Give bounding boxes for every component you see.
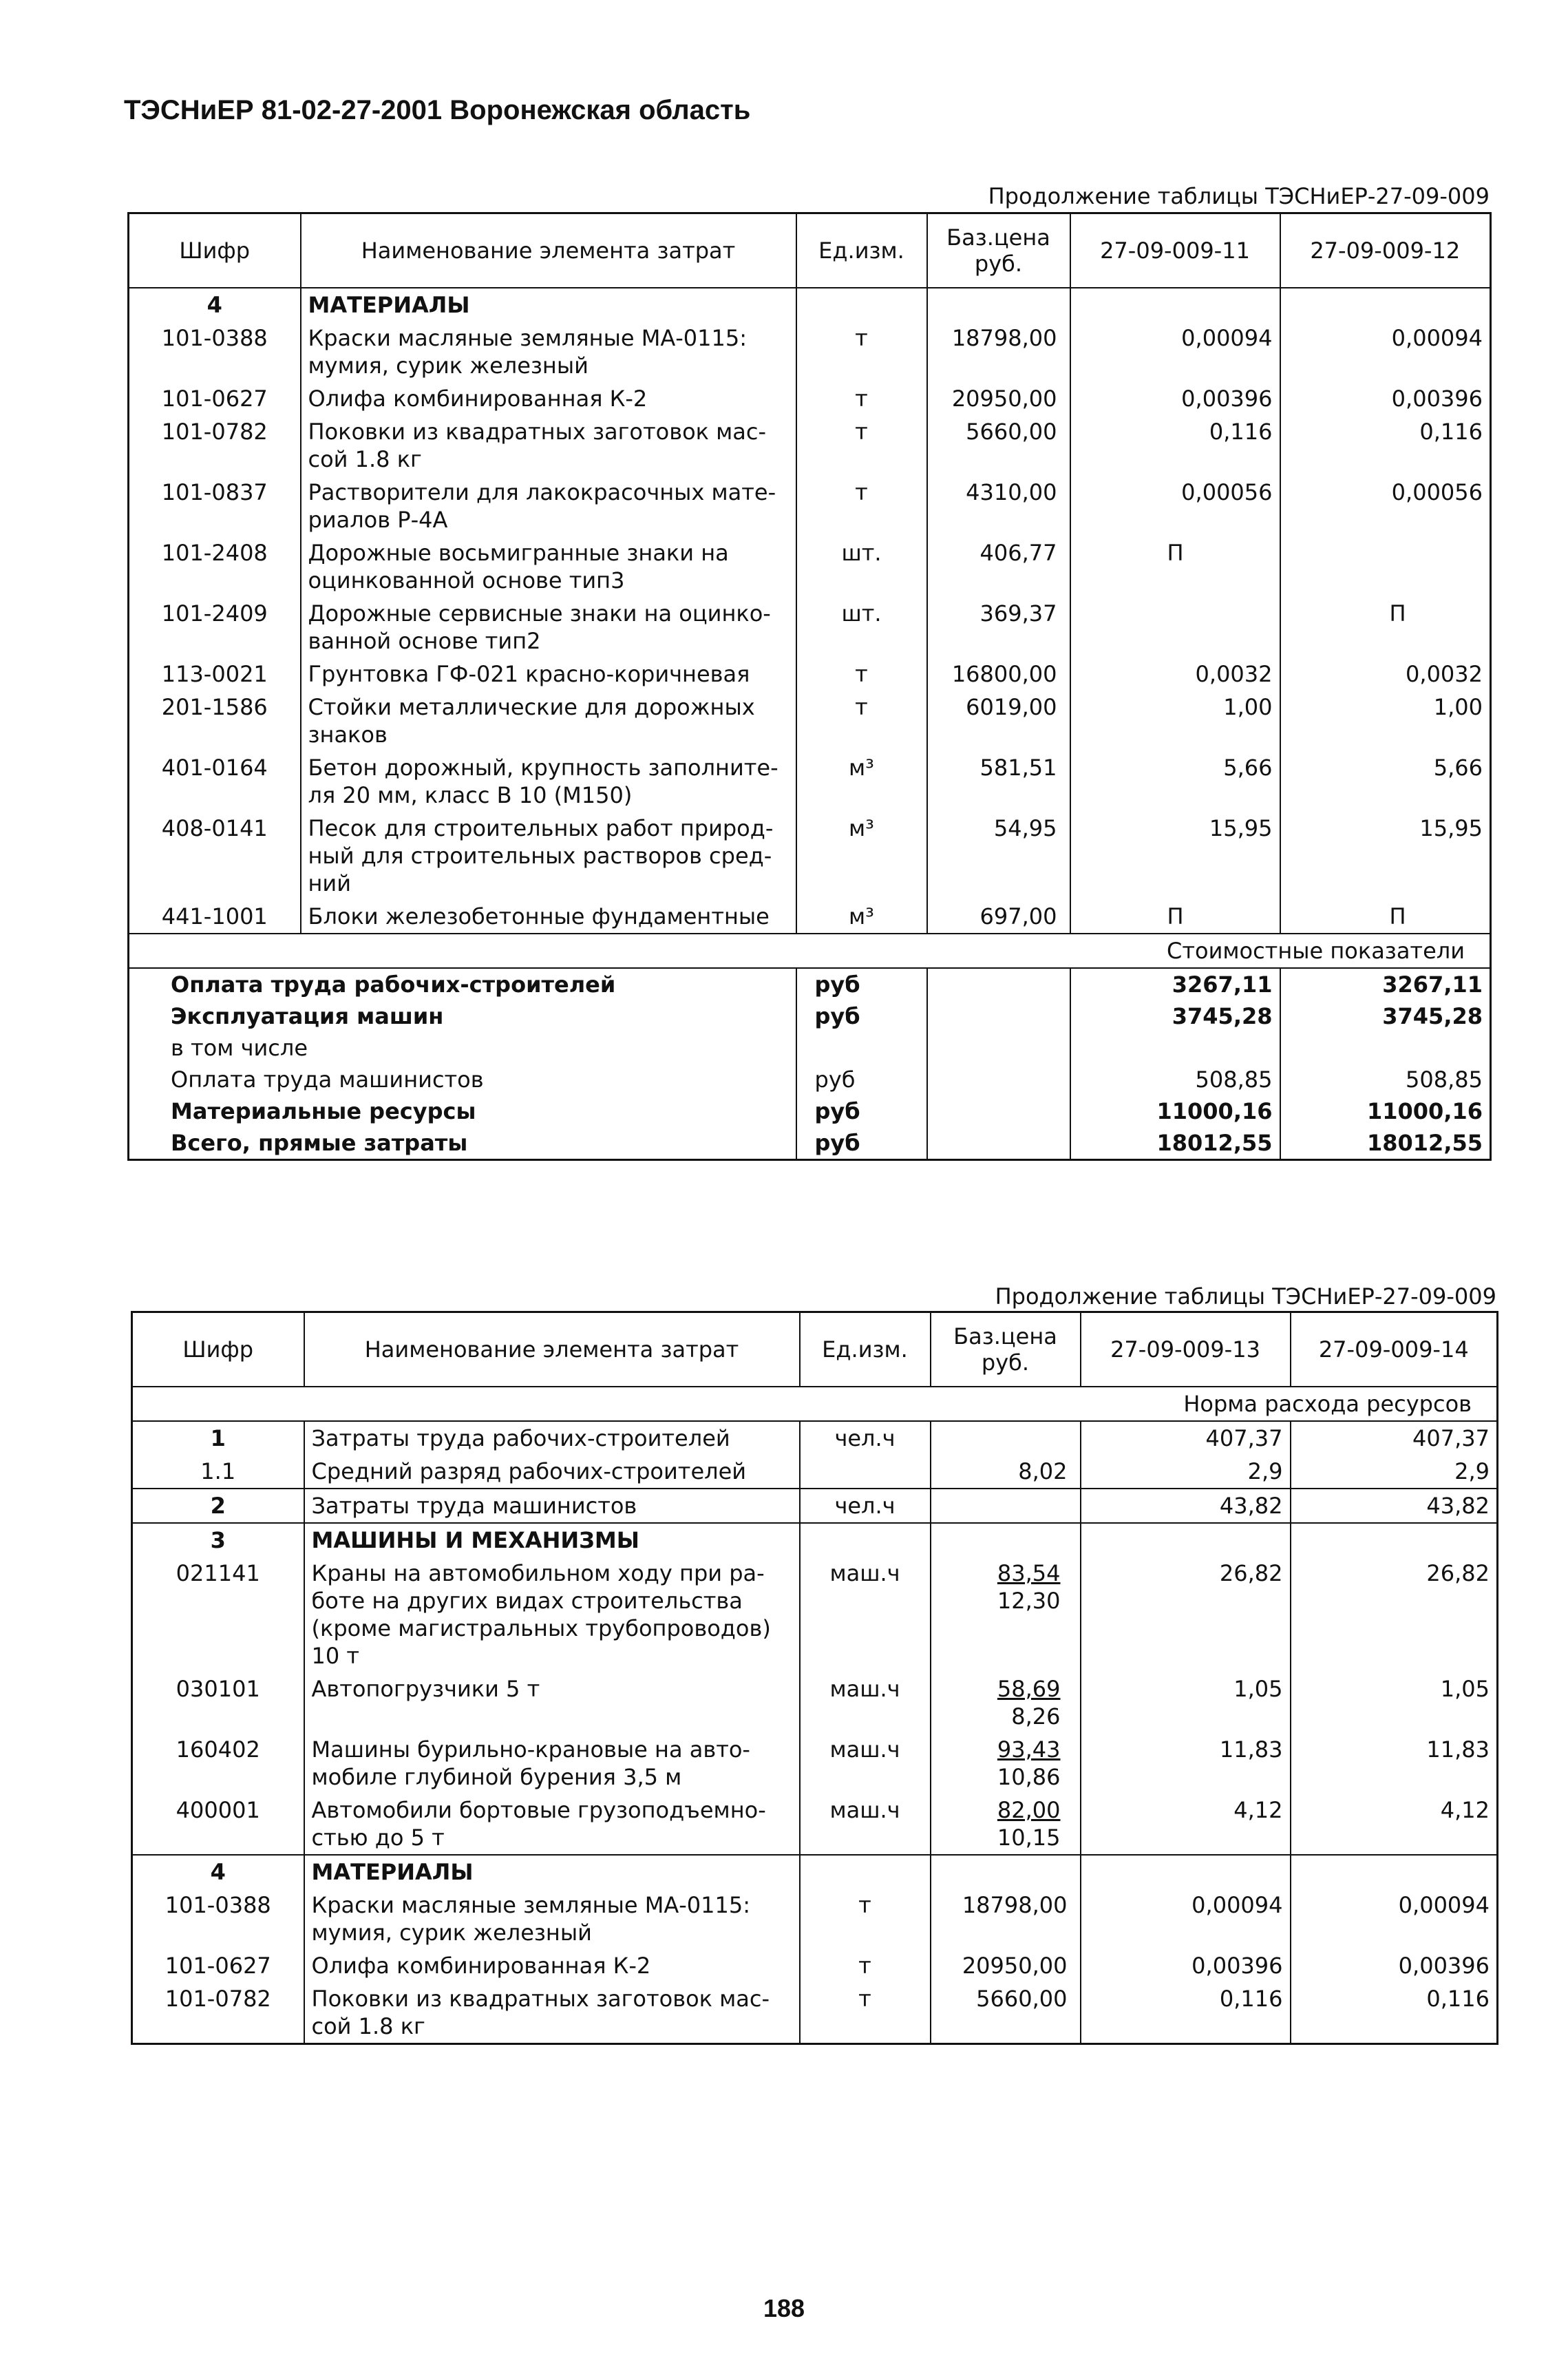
cost-value-2: 3745,28 [1280, 1000, 1491, 1032]
cost-price [927, 968, 1070, 1000]
row-value-1: 2,9 [1081, 1455, 1291, 1489]
section-row-materials [129, 288, 1491, 322]
row-name: Автомобили бортовые грузоподъемно- стью до 5 т [304, 1794, 800, 1855]
row-price: 6019,00 [927, 691, 1070, 751]
cost-price [927, 1095, 1070, 1127]
col-header-norm-12: 27-09-009-12 [1280, 213, 1491, 288]
table-row [129, 415, 1491, 476]
table1-header-row [129, 213, 1491, 288]
row-code: 408-0141 [129, 812, 301, 900]
row-price: 18798,00 [927, 322, 1070, 382]
section-row-materials [132, 1855, 1498, 1889]
row-name: Средний разряд рабочих-строителей [304, 1455, 800, 1489]
table-row [129, 900, 1491, 934]
cost-row [129, 968, 1491, 1000]
row-value-1: 1,00 [1070, 691, 1280, 751]
row-unit: маш.ч [800, 1557, 931, 1672]
section-row-machines [132, 1523, 1498, 1557]
row-value-1: 43,82 [1081, 1489, 1291, 1523]
row-name: Затраты труда рабочих-строителей [304, 1421, 800, 1455]
row-value-2: П [1280, 597, 1491, 658]
table-row [132, 1982, 1498, 2044]
table-row [129, 812, 1491, 900]
row-value-1: 0,00094 [1070, 322, 1280, 382]
cost-value-1: 508,85 [1070, 1064, 1280, 1095]
row-code: 101-0782 [129, 415, 301, 476]
row-name: Поковки из квадратных заготовок мас- сой 1.8 кг [304, 1982, 800, 2044]
band-label: Норма расхода ресурсов [132, 1387, 1498, 1421]
cost-unit [796, 1032, 927, 1064]
cost-value-2: 508,85 [1280, 1064, 1491, 1095]
cost-value-2: 3267,11 [1280, 968, 1491, 1000]
row-unit [800, 1455, 931, 1489]
row-value-2: 407,37 [1291, 1421, 1498, 1455]
row-unit: м³ [796, 900, 927, 934]
table-row [129, 597, 1491, 658]
row-name: Олифа комбинированная К-2 [301, 382, 796, 415]
row-value-2: 43,82 [1291, 1489, 1498, 1523]
row-price: 20950,00 [927, 382, 1070, 415]
col-header-name: Наименование элемента затрат [304, 1312, 800, 1387]
row-code: 400001 [132, 1794, 304, 1855]
price-denominator: 10,15 [997, 1825, 1061, 1851]
row-value-2: 1,00 [1280, 691, 1491, 751]
col-header-norm-11: 27-09-009-11 [1070, 213, 1280, 288]
row-name: Стойки металлические для дорожных знаков [301, 691, 796, 751]
row-name: Краски масляные земляные МА-0115: мумия, сурик железный [304, 1889, 800, 1949]
cost-row [129, 1000, 1491, 1032]
row-code: 101-2409 [129, 597, 301, 658]
price-fraction [997, 1559, 1061, 1615]
cost-unit: руб [796, 1127, 927, 1160]
table-row [132, 1455, 1498, 1489]
row-unit: т [800, 1949, 931, 1982]
row-name: Олифа комбинированная К-2 [304, 1949, 800, 1982]
row-code: 1.1 [132, 1455, 304, 1489]
table-row [129, 658, 1491, 691]
row-unit: т [796, 382, 927, 415]
price-fraction [997, 1675, 1061, 1730]
col-header-code: Шифр [129, 213, 301, 288]
page-header-title: ТЭСНиЕР 81-02-27-2001 Воронежская область [124, 95, 751, 125]
table-row [129, 476, 1491, 536]
row-code: 113-0021 [129, 658, 301, 691]
row-value-1: 5,66 [1070, 751, 1280, 812]
row-value-1: 0,00396 [1070, 382, 1280, 415]
cost-name: Оплата труда рабочих-строителей [171, 971, 616, 998]
row-value-2: 0,116 [1291, 1982, 1498, 2044]
row-unit: маш.ч [800, 1794, 931, 1855]
row-value-2: 26,82 [1291, 1557, 1498, 1672]
row-code: 101-0388 [129, 322, 301, 382]
cost-row [129, 1095, 1491, 1127]
cost-row [129, 1127, 1491, 1160]
row-value-1: 15,95 [1070, 812, 1280, 900]
row-code: 441-1001 [129, 900, 301, 934]
row-unit: м³ [796, 812, 927, 900]
table-row [132, 1733, 1498, 1794]
row-code: 2 [132, 1489, 304, 1523]
row-price [931, 1794, 1081, 1855]
section-code: 3 [132, 1523, 304, 1557]
cost-value-1: 11000,16 [1070, 1095, 1280, 1127]
row-price [931, 1421, 1081, 1455]
cost-price [927, 1064, 1070, 1095]
price-denominator: 10,86 [997, 1764, 1061, 1790]
row-value-2: 0,00094 [1291, 1889, 1498, 1949]
row-code: 101-0388 [132, 1889, 304, 1949]
row-unit: маш.ч [800, 1733, 931, 1794]
row-unit: т [800, 1982, 931, 2044]
row-price: 4310,00 [927, 476, 1070, 536]
row-value-1: 0,00094 [1081, 1889, 1291, 1949]
row-price [931, 1672, 1081, 1733]
row-price: 697,00 [927, 900, 1070, 934]
row-value-1: 11,83 [1081, 1733, 1291, 1794]
cost-name: Всего, прямые затраты [171, 1130, 468, 1156]
row-price [931, 1733, 1081, 1794]
cost-row [129, 1064, 1491, 1095]
cost-unit: руб [796, 1095, 927, 1127]
row-unit: т [796, 658, 927, 691]
price-numerator: 58,69 [997, 1676, 1061, 1702]
row-value-1: 407,37 [1081, 1421, 1291, 1455]
cost-row [129, 1032, 1491, 1064]
row-unit: чел.ч [800, 1489, 931, 1523]
table-row [132, 1489, 1498, 1523]
table2-header-row [132, 1312, 1498, 1387]
price-numerator: 93,43 [997, 1736, 1061, 1763]
cost-price [927, 1127, 1070, 1160]
col-header-unit: Ед.изм. [800, 1312, 931, 1387]
cost-value-1: 18012,55 [1070, 1127, 1280, 1160]
row-price: 5660,00 [927, 415, 1070, 476]
price-denominator: 8,26 [1011, 1703, 1061, 1730]
table-row [132, 1889, 1498, 1949]
cost-value-1: 3267,11 [1070, 968, 1280, 1000]
row-value-1: 0,116 [1070, 415, 1280, 476]
row-value-2: П [1280, 900, 1491, 934]
row-value-2: 1,05 [1291, 1672, 1498, 1733]
table-row [129, 322, 1491, 382]
section-code: 4 [132, 1855, 304, 1889]
row-code: 021141 [132, 1557, 304, 1672]
row-code: 201-1586 [129, 691, 301, 751]
col-header-unit: Ед.изм. [796, 213, 927, 288]
row-unit: шт. [796, 536, 927, 597]
row-value-2 [1280, 536, 1491, 597]
table-row [129, 691, 1491, 751]
row-price: 581,51 [927, 751, 1070, 812]
cost-name: Эксплуатация машин [171, 1003, 444, 1029]
row-value-1: 26,82 [1081, 1557, 1291, 1672]
cost-name: Оплата труда машинистов [171, 1066, 484, 1093]
row-name: Затраты труда машинистов [304, 1489, 800, 1523]
cost-name: Материальные ресурсы [171, 1098, 476, 1124]
row-value-2: 0,00396 [1291, 1949, 1498, 1982]
row-value-1: 0,116 [1081, 1982, 1291, 2044]
row-value-1: 0,00396 [1081, 1949, 1291, 1982]
row-name: Краски масляные земляные МА-0115: мумия, сурик железный [301, 322, 796, 382]
row-code: 160402 [132, 1733, 304, 1794]
table-row [129, 536, 1491, 597]
table-row [132, 1421, 1498, 1455]
row-price [931, 1557, 1081, 1672]
row-unit: шт. [796, 597, 927, 658]
price-denominator: 12,30 [997, 1588, 1061, 1614]
row-value-1: П [1070, 900, 1280, 934]
row-code: 101-0782 [132, 1982, 304, 2044]
row-price: 406,77 [927, 536, 1070, 597]
price-numerator: 83,54 [997, 1560, 1061, 1586]
row-value-1: 4,12 [1081, 1794, 1291, 1855]
table-row [129, 382, 1491, 415]
row-price: 20950,00 [931, 1949, 1081, 1982]
row-price: 18798,00 [931, 1889, 1081, 1949]
row-code: 401-0164 [129, 751, 301, 812]
row-value-1: П [1070, 536, 1280, 597]
section-title: МАШИНЫ И МЕХАНИЗМЫ [304, 1523, 800, 1557]
table-row [132, 1557, 1498, 1672]
section-code: 4 [129, 288, 301, 322]
row-name: Поковки из квадратных заготовок мас- сой 1.8 кг [301, 415, 796, 476]
row-name: Машины бурильно-крановые на авто- мобиле глубиной бурения 3,5 м [304, 1733, 800, 1794]
resource-table-1 [127, 212, 1492, 1161]
row-price: 8,02 [931, 1455, 1081, 1489]
cost-value-2: 18012,55 [1280, 1127, 1491, 1160]
col-header-norm-13: 27-09-009-13 [1081, 1312, 1291, 1387]
row-name: Автопогрузчики 5 т [304, 1672, 800, 1733]
row-name: Дорожные сервисные знаки на оцинко- ванной основе тип2 [301, 597, 796, 658]
col-header-code: Шифр [132, 1312, 304, 1387]
row-unit: т [796, 476, 927, 536]
row-value-1: 0,00056 [1070, 476, 1280, 536]
row-unit: т [796, 415, 927, 476]
cost-price [927, 1032, 1070, 1064]
row-value-1: 0,0032 [1070, 658, 1280, 691]
row-value-1: 1,05 [1081, 1672, 1291, 1733]
row-price: 16800,00 [927, 658, 1070, 691]
row-unit: маш.ч [800, 1672, 931, 1733]
row-name: Краны на автомобильном ходу при ра- боте на других видах строительства (кроме магистральных трубопроводов) 10 т [304, 1557, 800, 1672]
section-title: МАТЕРИАЛЫ [304, 1855, 800, 1889]
resource-table-2 [131, 1311, 1498, 2045]
cost-unit: руб [796, 968, 927, 1000]
row-value-2: 0,00396 [1280, 382, 1491, 415]
table-row [132, 1794, 1498, 1855]
table-row [129, 751, 1491, 812]
cost-price [927, 1000, 1070, 1032]
price-numerator: 82,00 [997, 1797, 1061, 1823]
table1-continuation-note: Продолжение таблицы ТЭСНиЕР-27-09-009 [988, 183, 1490, 209]
row-unit: т [796, 691, 927, 751]
row-value-2: 4,12 [1291, 1794, 1498, 1855]
row-code: 101-2408 [129, 536, 301, 597]
table2-continuation-note: Продолжение таблицы ТЭСНиЕР-27-09-009 [995, 1283, 1496, 1310]
row-value-2: 15,95 [1280, 812, 1491, 900]
col-header-norm-14: 27-09-009-14 [1291, 1312, 1498, 1387]
price-fraction [997, 1796, 1061, 1851]
section-title: МАТЕРИАЛЫ [301, 288, 796, 322]
row-code: 101-0627 [132, 1949, 304, 1982]
row-unit: т [796, 322, 927, 382]
cost-value-1: 3745,28 [1070, 1000, 1280, 1032]
row-code: 030101 [132, 1672, 304, 1733]
row-code: 101-0837 [129, 476, 301, 536]
row-name: Грунтовка ГФ-021 красно-коричневая [301, 658, 796, 691]
row-price: 54,95 [927, 812, 1070, 900]
cost-value-1 [1070, 1032, 1280, 1064]
row-name: Дорожные восьмигранные знаки на оцинкованной основе тип3 [301, 536, 796, 597]
cost-value-2: 11000,16 [1280, 1095, 1491, 1127]
cost-unit: руб [796, 1000, 927, 1032]
row-unit: т [800, 1889, 931, 1949]
row-name: Песок для строительных работ природ- ный для строительных растворов сред- ний [301, 812, 796, 900]
row-value-2: 0,00056 [1280, 476, 1491, 536]
table-row [132, 1672, 1498, 1733]
cost-value-2 [1280, 1032, 1491, 1064]
row-value-2: 0,0032 [1280, 658, 1491, 691]
row-code: 101-0627 [129, 382, 301, 415]
row-name: Растворители для лакокрасочных мате- риалов Р-4А [301, 476, 796, 536]
band-row-cost-indicators [129, 934, 1491, 968]
row-value-2: 0,116 [1280, 415, 1491, 476]
row-name: Бетон дорожный, крупность заполните- ля 20 мм, класс В 10 (М150) [301, 751, 796, 812]
table-row [132, 1949, 1498, 1982]
col-header-price: Баз.цена руб. [927, 213, 1070, 288]
row-unit: чел.ч [800, 1421, 931, 1455]
col-header-price: Баз.цена руб. [931, 1312, 1081, 1387]
row-value-2: 0,00094 [1280, 322, 1491, 382]
row-value-1 [1070, 597, 1280, 658]
cost-name: в том числе [171, 1035, 308, 1061]
row-name: Блоки железобетонные фундаментные [301, 900, 796, 934]
row-code: 1 [132, 1421, 304, 1455]
cost-unit: руб [796, 1064, 927, 1095]
row-unit: м³ [796, 751, 927, 812]
row-value-2: 2,9 [1291, 1455, 1498, 1489]
row-price: 5660,00 [931, 1982, 1081, 2044]
col-header-name: Наименование элемента затрат [301, 213, 796, 288]
row-price: 369,37 [927, 597, 1070, 658]
row-value-2: 11,83 [1291, 1733, 1498, 1794]
row-price [931, 1489, 1081, 1523]
page-number: 188 [763, 2294, 805, 2322]
band-label: Стоимостные показатели [129, 934, 1491, 968]
price-fraction [997, 1736, 1061, 1791]
row-value-2: 5,66 [1280, 751, 1491, 812]
band-row-resource-norms [132, 1387, 1498, 1421]
